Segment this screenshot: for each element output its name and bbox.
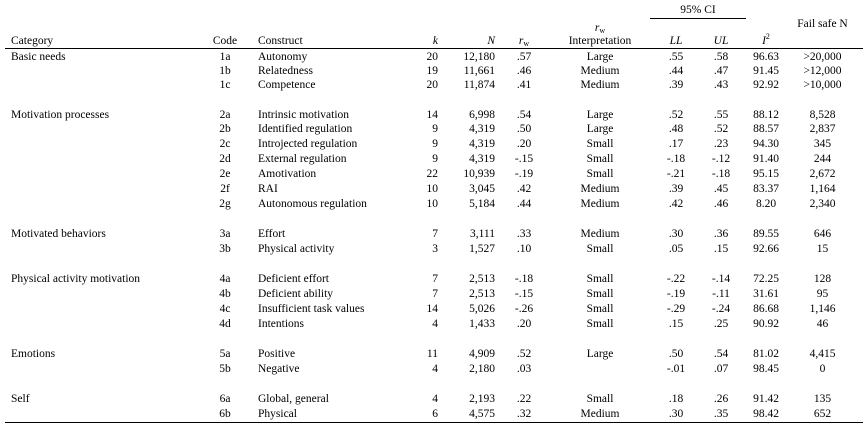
i2-cell: 91.42: [753, 393, 779, 405]
ul-header: UL: [713, 35, 729, 47]
construct-cell: Relatedness: [258, 65, 313, 77]
i2-cell: 90.92: [753, 318, 779, 330]
i2-cell: 88.12: [753, 109, 779, 121]
i2-cell: 92.92: [753, 79, 779, 91]
k-cell: 20: [426, 79, 438, 91]
code-cell: 1c: [219, 79, 231, 91]
construct-cell: Introjected regulation: [258, 138, 358, 150]
i2-cell: 91.45: [753, 65, 779, 77]
ll-cell: -.29: [666, 303, 686, 315]
rw-cell: .10: [516, 243, 532, 255]
i2-cell: 95.15: [753, 168, 779, 180]
code-cell: 2f: [220, 183, 230, 195]
interpretation-header: Interpretation: [568, 35, 632, 47]
ll-cell: .17: [668, 138, 684, 150]
construct-cell: Autonomous regulation: [258, 198, 367, 210]
n-cell: 4,909: [469, 348, 495, 360]
rw-cell: -.15: [514, 288, 534, 300]
i2-cell: 83.37: [753, 183, 779, 195]
rw-cell: .44: [516, 198, 532, 210]
n-cell: 2,513: [469, 273, 495, 285]
ul-cell: .35: [713, 408, 729, 420]
fail-safe-cell: >20,000: [803, 51, 842, 63]
k-cell: 9: [432, 138, 438, 150]
k-cell: 4: [432, 393, 438, 405]
rw-cell: .33: [516, 228, 532, 240]
rw-cell: .20: [516, 318, 532, 330]
code-cell: 3b: [219, 243, 231, 255]
ul-cell: .46: [713, 198, 729, 210]
bottom-rule: [5, 422, 863, 423]
ll-cell: .15: [668, 318, 684, 330]
code-cell: 6b: [219, 408, 231, 420]
k-cell: 6: [432, 408, 438, 420]
ll-cell: .52: [668, 109, 684, 121]
ll-cell: -.18: [666, 153, 686, 165]
code-cell: 5b: [219, 363, 231, 375]
interpretation-cell: Small: [586, 288, 614, 300]
rw-cell: -.19: [514, 168, 534, 180]
fail-safe-cell: 15: [816, 243, 829, 255]
ul-cell: .45: [713, 183, 729, 195]
fail-safe-cell: 646: [813, 228, 832, 240]
n-cell: 2,193: [469, 393, 495, 405]
k-cell: 7: [432, 288, 438, 300]
ul-cell: .47: [713, 65, 729, 77]
construct-cell: Identified regulation: [258, 123, 353, 135]
construct-cell: Effort: [258, 228, 286, 240]
k-cell: 14: [426, 109, 438, 121]
interpretation-cell: Large: [586, 109, 614, 121]
fail-safe-cell: 2,340: [809, 198, 836, 210]
interpretation-cell: Small: [586, 153, 614, 165]
construct-cell: Insufficient task values: [258, 303, 365, 315]
code-cell: 1b: [219, 65, 231, 77]
interpretation-cell: Small: [586, 168, 614, 180]
construct-cell: Physical activity: [258, 243, 335, 255]
ul-cell: .15: [713, 243, 729, 255]
interpretation-cell: Small: [586, 273, 614, 285]
rw-cell: .50: [516, 123, 532, 135]
rw-cell: .41: [516, 79, 532, 91]
interpretation-cell: Large: [586, 51, 614, 63]
code-cell: 2d: [219, 153, 231, 165]
k-cell: 7: [432, 228, 438, 240]
i2-cell: 94.30: [753, 138, 779, 150]
interpretation-cell: Medium: [580, 198, 620, 210]
construct-cell: Negative: [258, 363, 300, 375]
code-cell: 4a: [219, 273, 231, 285]
ll-cell: .44: [668, 65, 684, 77]
ul-cell: .58: [713, 51, 729, 63]
n-cell: 11,874: [463, 79, 495, 91]
ll-cell: .18: [668, 393, 684, 405]
rw-cell: -.18: [514, 273, 534, 285]
k-cell: 9: [432, 123, 438, 135]
fail-safe-cell: 244: [813, 153, 832, 165]
rw-cell: .32: [516, 408, 532, 420]
rw-cell: .57: [516, 51, 532, 63]
ll-cell: -.22: [666, 273, 686, 285]
ll-cell: .48: [668, 123, 684, 135]
category-header: Category: [11, 35, 54, 47]
ul-cell: -.12: [711, 153, 731, 165]
fail-safe-cell: >12,000: [803, 65, 842, 77]
fail-safe-cell: 2,837: [809, 123, 836, 135]
rw-cell: .03: [516, 363, 532, 375]
i2-cell: 96.63: [753, 51, 779, 63]
interpretation-cell: Small: [586, 303, 614, 315]
construct-cell: Deficient effort: [258, 273, 329, 285]
k-cell: 9: [432, 153, 438, 165]
ll-cell: .42: [668, 198, 684, 210]
n-cell: 1,433: [469, 318, 495, 330]
category-cell: Basic needs: [11, 51, 66, 63]
ll-cell: .30: [668, 408, 684, 420]
category-cell: Motivation processes: [11, 109, 110, 121]
construct-cell: Physical: [258, 408, 297, 420]
i2-cell: 8.20: [755, 198, 777, 210]
n-cell: 4,319: [469, 123, 495, 135]
rw-header: $r_w$: [518, 35, 530, 48]
n-cell: 6,998: [469, 109, 495, 121]
i2-cell: 89.55: [753, 228, 779, 240]
rw-cell: -.26: [514, 303, 534, 315]
fail-safe-cell: 8,528: [809, 109, 836, 121]
category-cell: Emotions: [11, 348, 56, 360]
construct-cell: Positive: [258, 348, 296, 360]
ul-cell: .36: [713, 228, 729, 240]
ul-cell: .25: [713, 318, 729, 330]
header-rule: [5, 48, 863, 49]
k-cell: 19: [426, 65, 438, 77]
fail-safe-cell: 1,164: [809, 183, 836, 195]
fail-safe-cell: 95: [816, 288, 829, 300]
ul-cell: -.24: [711, 303, 731, 315]
k-cell: 10: [426, 198, 438, 210]
n-cell: 4,575: [469, 408, 495, 420]
interpretation-header-symbol: $r_w$: [594, 22, 606, 35]
n-cell: 3,045: [469, 183, 495, 195]
fail-safe-header: Fail safe N: [797, 18, 848, 30]
ll-cell: .05: [668, 243, 684, 255]
k-cell: 3: [432, 243, 438, 255]
ll-cell: .55: [668, 51, 684, 63]
k-cell: 4: [432, 318, 438, 330]
k-cell: 7: [432, 273, 438, 285]
fail-safe-cell: 0: [819, 363, 826, 375]
ll-cell: .30: [668, 228, 684, 240]
interpretation-cell: Large: [586, 123, 614, 135]
n-cell: 2,180: [469, 363, 495, 375]
ll-cell: -.21: [666, 168, 686, 180]
n-cell: 5,184: [469, 198, 495, 210]
fail-safe-cell: 1,146: [809, 303, 836, 315]
ll-header: LL: [669, 35, 683, 47]
fail-safe-cell: 128: [813, 273, 832, 285]
interpretation-cell: Large: [586, 348, 614, 360]
interpretation-cell: Small: [586, 243, 614, 255]
i2-cell: 98.42: [753, 408, 779, 420]
construct-cell: RAI: [258, 183, 278, 195]
i2-cell: 98.45: [753, 363, 779, 375]
code-cell: 4b: [219, 288, 231, 300]
construct-cell: Amotivation: [258, 168, 317, 180]
n-cell: 2,513: [469, 288, 495, 300]
n-header: N: [487, 35, 495, 47]
i2-cell: 81.02: [753, 348, 779, 360]
interpretation-cell: Medium: [580, 65, 620, 77]
interpretation-cell: Medium: [580, 183, 620, 195]
ll-cell: .50: [668, 348, 684, 360]
rw-cell: .54: [516, 109, 532, 121]
n-cell: 3,111: [469, 228, 495, 240]
i2-cell: 88.57: [753, 123, 779, 135]
k-cell: 14: [426, 303, 438, 315]
i2-header: $I^2$: [762, 32, 770, 47]
construct-cell: Intrinsic motivation: [258, 109, 350, 121]
construct-cell: Deficient ability: [258, 288, 334, 300]
n-cell: 10,939: [463, 168, 495, 180]
ul-cell: -.18: [711, 168, 731, 180]
code-cell: 1a: [219, 51, 231, 63]
k-cell: 4: [432, 363, 438, 375]
n-cell: 4,319: [469, 138, 495, 150]
code-cell: 2c: [219, 138, 231, 150]
code-cell: 2b: [219, 123, 231, 135]
code-header: Code: [212, 35, 238, 47]
rw-cell: -.15: [514, 153, 534, 165]
code-cell: 4d: [219, 318, 231, 330]
ul-cell: -.14: [711, 273, 731, 285]
fail-safe-cell: 46: [816, 318, 829, 330]
fail-safe-cell: 4,415: [809, 348, 836, 360]
ll-cell: .39: [668, 183, 684, 195]
k-cell: 20: [426, 51, 438, 63]
code-cell: 4c: [219, 303, 231, 315]
ul-cell: .52: [713, 123, 729, 135]
construct-cell: Global, general: [258, 393, 329, 405]
ul-cell: .43: [713, 79, 729, 91]
category-cell: Self: [11, 393, 30, 405]
code-cell: 5a: [219, 348, 231, 360]
i2-cell: 91.40: [753, 153, 779, 165]
rw-cell: .20: [516, 138, 532, 150]
ul-cell: -.11: [712, 288, 730, 300]
interpretation-cell: Medium: [580, 79, 620, 91]
construct-header: Construct: [258, 35, 303, 47]
rw-cell: .52: [516, 348, 532, 360]
ul-cell: .55: [713, 109, 729, 121]
interpretation-cell: Small: [586, 393, 614, 405]
interpretation-cell: Medium: [580, 408, 620, 420]
interpretation-cell: Medium: [580, 228, 620, 240]
construct-cell: Intentions: [258, 318, 304, 330]
category-cell: Motivated behaviors: [11, 228, 106, 240]
construct-cell: External regulation: [258, 153, 347, 165]
fail-safe-cell: 345: [813, 138, 832, 150]
ci-group-header: 95% CI: [680, 4, 716, 16]
i2-cell: 86.68: [753, 303, 779, 315]
k-header: k: [432, 35, 438, 47]
rw-cell: .22: [516, 393, 532, 405]
i2-cell: 31.61: [753, 288, 779, 300]
rw-cell: .42: [516, 183, 532, 195]
i2-cell: 72.25: [753, 273, 779, 285]
n-cell: 4,319: [469, 153, 495, 165]
ll-cell: -.19: [666, 288, 686, 300]
ll-cell: -.01: [666, 363, 686, 375]
construct-cell: Competence: [258, 79, 316, 91]
interpretation-cell: Small: [586, 138, 614, 150]
n-cell: 1,527: [469, 243, 495, 255]
code-cell: 6a: [219, 393, 231, 405]
fail-safe-cell: >10,000: [803, 79, 842, 91]
code-cell: 2e: [219, 168, 231, 180]
n-cell: 11,661: [463, 65, 495, 77]
category-cell: Physical activity motivation: [11, 273, 141, 285]
k-cell: 11: [426, 348, 438, 360]
construct-cell: Autonomy: [258, 51, 308, 63]
ul-cell: .54: [713, 348, 729, 360]
code-cell: 2a: [219, 109, 231, 121]
fail-safe-cell: 652: [813, 408, 832, 420]
interpretation-cell: Small: [586, 318, 614, 330]
fail-safe-cell: 2,672: [809, 168, 836, 180]
code-cell: 2g: [219, 198, 231, 210]
ll-cell: .39: [668, 79, 684, 91]
ul-cell: .26: [713, 393, 729, 405]
k-cell: 22: [426, 168, 438, 180]
k-cell: 10: [426, 183, 438, 195]
ul-cell: .07: [713, 363, 729, 375]
fail-safe-cell: 135: [813, 393, 832, 405]
code-cell: 3a: [219, 228, 231, 240]
n-cell: 5,026: [469, 303, 495, 315]
n-cell: 12,180: [463, 51, 495, 63]
ul-cell: .23: [713, 138, 729, 150]
ci-group-rule: [650, 18, 746, 19]
rw-cell: .46: [516, 65, 532, 77]
i2-cell: 92.66: [753, 243, 779, 255]
